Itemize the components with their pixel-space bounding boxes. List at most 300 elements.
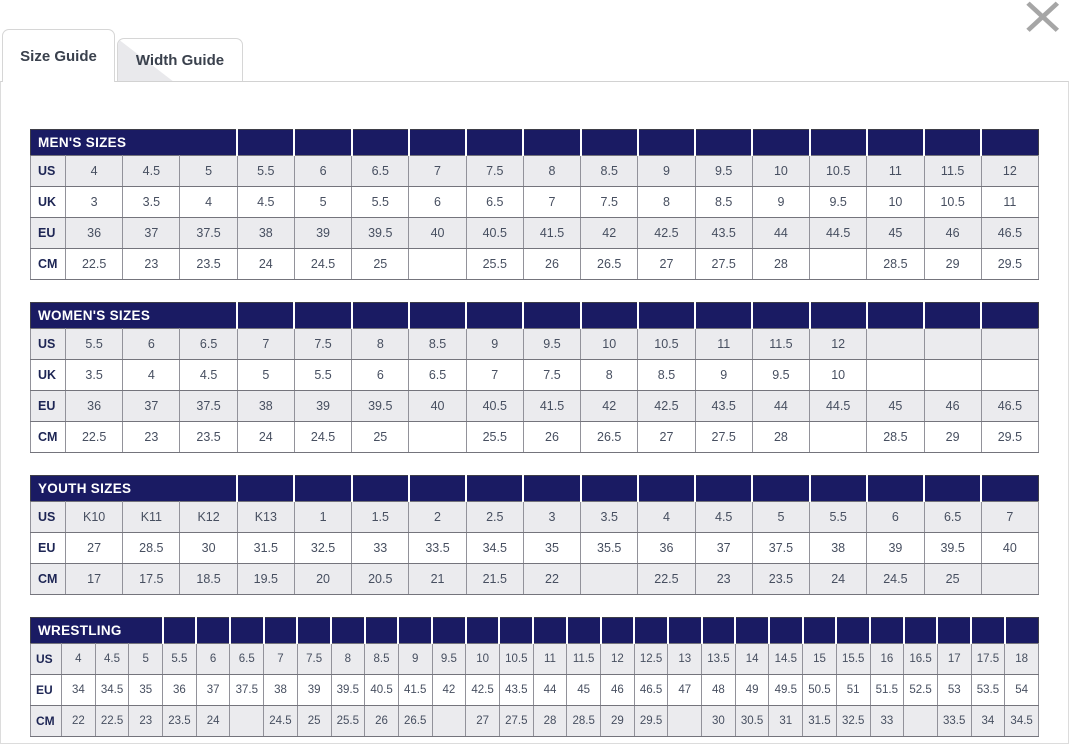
size-cell: 32.5 [836,706,870,737]
size-cell: 38 [237,218,294,249]
size-cell: 20 [294,564,351,595]
size-cell: 24.5 [294,249,351,280]
size-cell: 6.5 [466,187,523,218]
size-cell: 7.5 [523,360,580,391]
header-spacer-cell [870,618,904,644]
header-spacer-cell [581,303,638,329]
size-cell: 2.5 [466,502,523,533]
size-cell: 33 [352,533,409,564]
size-cell: 42 [432,675,466,706]
size-cell: 27 [466,706,500,737]
size-cell: 17 [937,644,971,675]
size-cell [924,360,981,391]
size-cell: 8.5 [581,156,638,187]
size-cell: 24 [810,564,867,595]
table-row [31,156,1039,187]
header-spacer-cell [409,130,466,156]
row-label: UK [31,360,66,391]
header-spacer-cell [230,618,264,644]
size-cell: 26.5 [398,706,432,737]
header-spacer-cell [352,130,409,156]
header-spacer-cell [981,476,1038,502]
header-spacer-cell [196,618,230,644]
size-cell: 41.5 [523,391,580,422]
size-cell: 45 [867,218,924,249]
size-cell: 10.5 [924,187,981,218]
size-cell: 40.5 [466,218,523,249]
size-cell: 44 [752,391,809,422]
size-cell [981,360,1038,391]
size-cell: 30 [180,533,237,564]
table-row [31,675,1039,706]
size-cell: 8 [638,187,695,218]
size-cell: 23.5 [752,564,809,595]
size-cell: 5 [129,644,163,675]
size-cell: 40 [409,218,466,249]
size-cell: 46.5 [981,391,1038,422]
size-cell [810,422,867,453]
size-cell: 44.5 [810,218,867,249]
size-cell: 25 [352,249,409,280]
size-cell: 22 [523,564,580,595]
size-cell: 38 [264,675,298,706]
size-cell: 23.5 [180,422,237,453]
tab-size-guide-label: Size Guide [20,47,97,65]
size-cell: 9 [695,360,752,391]
size-cell: 37.5 [180,391,237,422]
size-cell: 7 [523,187,580,218]
header-spacer-cell [581,130,638,156]
table-header-row [31,618,1039,644]
header-spacer-cell [409,476,466,502]
size-cell [432,706,466,737]
header-spacer-cell [601,618,635,644]
header-spacer-cell [365,618,399,644]
size-cell: 25.5 [466,422,523,453]
size-cell: K10 [66,502,123,533]
row-label: US [31,644,62,675]
size-cell: 48 [702,675,736,706]
header-spacer-cell [695,476,752,502]
size-cell: 2 [409,502,466,533]
size-cell: 11.5 [924,156,981,187]
size-cell: 23.5 [180,249,237,280]
close-button[interactable] [1018,0,1067,47]
size-cell: 12.5 [634,644,668,675]
size-cell: 24.5 [867,564,924,595]
size-cell: 40.5 [466,391,523,422]
size-cell: 6.5 [180,329,237,360]
table-row [31,502,1039,533]
size-cell: 37 [123,218,180,249]
size-cell: 11 [981,187,1038,218]
size-cell: 38 [810,533,867,564]
size-cell: 4 [66,156,123,187]
size-cell: 26 [523,422,580,453]
size-cell: 23 [123,422,180,453]
header-spacer-cell [1005,618,1039,644]
size-cell: 12 [601,644,635,675]
size-cell: 40.5 [365,675,399,706]
header-spacer-cell [331,618,365,644]
row-label: UK [31,187,66,218]
size-cell: 15.5 [836,644,870,675]
size-cell: 1.5 [352,502,409,533]
size-cell: 8.5 [695,187,752,218]
size-cell: 6.5 [352,156,409,187]
size-cell [867,329,924,360]
header-spacer-cell [735,618,769,644]
size-cell: 17.5 [123,564,180,595]
header-spacer-cell [810,130,867,156]
size-cell: 26.5 [581,249,638,280]
size-cell: 25 [297,706,331,737]
size-cell: 39.5 [924,533,981,564]
header-spacer-cell [163,618,197,644]
size-cell: 5 [294,187,351,218]
size-cell: 22.5 [638,564,695,595]
row-label: US [31,329,66,360]
size-cell: 9 [638,156,695,187]
table-row [31,422,1039,453]
size-cell: 24.5 [264,706,298,737]
size-cell: 49 [735,675,769,706]
size-cell: 33.5 [937,706,971,737]
size-cell: 5.5 [294,360,351,391]
table-row [31,706,1039,737]
size-cell: 24 [237,422,294,453]
size-cell: 9.5 [752,360,809,391]
size-cell: 43.5 [695,391,752,422]
size-cell: 47 [668,675,702,706]
header-spacer-cell [638,130,695,156]
header-spacer-cell [581,476,638,502]
size-cell: 37 [695,533,752,564]
size-cell: 4.5 [180,360,237,391]
header-spacer-cell [803,618,837,644]
size-cell: 46 [924,391,981,422]
size-cell: K12 [180,502,237,533]
size-cell: 32.5 [294,533,351,564]
header-spacer-cell [567,618,601,644]
size-cell: 37.5 [752,533,809,564]
size-cell: 6 [409,187,466,218]
size-cell: 29 [601,706,635,737]
size-cell: 41.5 [523,218,580,249]
size-cell: 36 [638,533,695,564]
size-table-youth-sizes [30,475,1039,595]
size-cell: 36 [66,391,123,422]
header-spacer-cell [867,303,924,329]
size-cell: 10 [810,360,867,391]
table-row [31,533,1039,564]
size-cell: 11 [695,329,752,360]
size-cell: 6.5 [409,360,466,391]
size-cell: 42 [581,218,638,249]
table-title: MEN'S SIZES [31,130,238,156]
size-cell [409,249,466,280]
header-spacer-cell [523,476,580,502]
size-cell: 28 [752,422,809,453]
header-spacer-cell [836,618,870,644]
header-spacer-cell [523,303,580,329]
size-cell: 18 [1005,644,1039,675]
size-cell [810,249,867,280]
header-spacer-cell [752,130,809,156]
size-cell: 10.5 [638,329,695,360]
size-cell: 12 [981,156,1038,187]
size-cell: 34.5 [466,533,523,564]
size-cell: 7.5 [297,644,331,675]
size-cell: 8 [331,644,365,675]
size-cell: 35 [523,533,580,564]
size-cell: 3 [523,502,580,533]
size-cell: 44 [533,675,567,706]
size-cell: 24.5 [294,422,351,453]
size-cell: 7 [466,360,523,391]
header-spacer-cell [695,303,752,329]
header-spacer-cell [981,303,1038,329]
size-cell [981,329,1038,360]
size-cell: 7 [981,502,1038,533]
header-spacer-cell [523,130,580,156]
size-guide-panel [0,81,1069,744]
size-cell: 11 [533,644,567,675]
header-spacer-cell [924,130,981,156]
size-cell [581,564,638,595]
size-cell: 39 [294,391,351,422]
size-cell: 11.5 [567,644,601,675]
tab-width-guide[interactable] [117,38,243,81]
size-cell: 7.5 [581,187,638,218]
size-cell: 39 [294,218,351,249]
header-spacer-cell [810,303,867,329]
size-cell: 6 [196,644,230,675]
header-spacer-cell [904,618,938,644]
table-title: WRESTLING [31,618,163,644]
size-cell: 10.5 [810,156,867,187]
size-cell: 7.5 [466,156,523,187]
size-cell: 25.5 [466,249,523,280]
row-label: EU [31,533,66,564]
size-cell: 7 [237,329,294,360]
header-spacer-cell [638,303,695,329]
size-cell: 4 [180,187,237,218]
size-cell: 43.5 [499,675,533,706]
size-cell: 7.5 [294,329,351,360]
size-cell: 28.5 [867,422,924,453]
header-spacer-cell [466,618,500,644]
size-cell: 51.5 [870,675,904,706]
size-cell: 3 [66,187,123,218]
header-spacer-cell [297,618,331,644]
header-spacer-cell [466,303,523,329]
size-cell: 18.5 [180,564,237,595]
size-cell: 29.5 [634,706,668,737]
size-cell: 20.5 [352,564,409,595]
size-cell: 4.5 [95,644,129,675]
size-cell: 22.5 [66,422,123,453]
header-spacer-cell [937,618,971,644]
size-cell: 39.5 [352,218,409,249]
size-cell: 27 [66,533,123,564]
size-cell: 51 [836,675,870,706]
size-cell: 16 [870,644,904,675]
table-title: WOMEN'S SIZES [31,303,238,329]
size-cell: 29 [924,422,981,453]
size-cell: 4 [123,360,180,391]
size-cell: 17 [66,564,123,595]
size-cell: 34.5 [95,675,129,706]
header-spacer-cell [398,618,432,644]
size-cell: 13.5 [702,644,736,675]
header-spacer-cell [237,303,294,329]
size-cell [924,329,981,360]
size-cell: 22.5 [66,249,123,280]
size-cell: 22.5 [95,706,129,737]
row-label: CM [31,564,66,595]
header-spacer-cell [810,476,867,502]
size-cell: 49.5 [769,675,803,706]
size-table-women-s-sizes [30,302,1039,453]
size-cell [904,706,938,737]
header-spacer-cell [971,618,1005,644]
size-cell: 5.5 [352,187,409,218]
size-cell: 9.5 [523,329,580,360]
size-cell [668,706,702,737]
size-cell: K13 [237,502,294,533]
header-spacer-cell [867,476,924,502]
size-cell: 29 [924,249,981,280]
header-spacer-cell [499,618,533,644]
size-cell: 4.5 [695,502,752,533]
size-cell: 16.5 [904,644,938,675]
size-cell: 33 [870,706,904,737]
size-cell: 5 [180,156,237,187]
size-cell: 31 [769,706,803,737]
size-cell: 19.5 [237,564,294,595]
size-cell: 40 [409,391,466,422]
row-label: US [31,502,66,533]
table-title: YOUTH SIZES [31,476,238,502]
header-spacer-cell [695,130,752,156]
size-cell: 9 [466,329,523,360]
size-cell: 26.5 [581,422,638,453]
size-cell [409,422,466,453]
size-cell: 24 [237,249,294,280]
size-cell: 44.5 [810,391,867,422]
size-cell: K11 [123,502,180,533]
size-cell: 28 [533,706,567,737]
size-cell: 10.5 [499,644,533,675]
size-cell: 26 [523,249,580,280]
size-cell: 28 [752,249,809,280]
size-cell: 33.5 [409,533,466,564]
size-cell: 25 [924,564,981,595]
size-cell: 9 [752,187,809,218]
header-spacer-cell [264,618,298,644]
size-cell: 34 [971,706,1005,737]
header-spacer-cell [466,476,523,502]
size-cell: 8.5 [409,329,466,360]
header-spacer-cell [981,130,1038,156]
size-cell: 5.5 [66,329,123,360]
size-cell: 4.5 [123,156,180,187]
tab-size-guide[interactable] [2,29,115,82]
size-cell: 10 [466,644,500,675]
size-cell: 23 [123,249,180,280]
size-cell [867,360,924,391]
size-cell: 44 [752,218,809,249]
size-cell: 1 [294,502,351,533]
header-spacer-cell [752,303,809,329]
size-cell: 39.5 [331,675,365,706]
size-cell: 4 [638,502,695,533]
size-cell: 21.5 [466,564,523,595]
table-row [31,391,1039,422]
close-icon: × [1018,0,1067,47]
size-cell: 35.5 [581,533,638,564]
size-cell: 23 [129,706,163,737]
header-spacer-cell [752,476,809,502]
header-spacer-cell [634,618,668,644]
header-spacer-cell [237,476,294,502]
size-cell: 28.5 [123,533,180,564]
header-spacer-cell [638,476,695,502]
size-cell: 5 [237,360,294,391]
size-tables [1,82,1068,737]
size-cell: 8 [581,360,638,391]
size-cell: 37.5 [230,675,264,706]
size-cell: 15 [803,644,837,675]
size-cell: 11.5 [752,329,809,360]
size-cell: 30 [702,706,736,737]
size-cell: 6.5 [230,644,264,675]
table-row [31,249,1039,280]
size-cell: 5 [752,502,809,533]
size-cell: 7 [264,644,298,675]
size-cell: 42.5 [638,218,695,249]
size-cell: 36 [163,675,197,706]
size-cell: 6 [867,502,924,533]
row-label: EU [31,675,62,706]
size-cell: 35 [129,675,163,706]
size-cell: 41.5 [398,675,432,706]
size-cell: 14 [735,644,769,675]
size-cell: 34.5 [1005,706,1039,737]
size-cell: 9.5 [695,156,752,187]
size-cell: 39 [867,533,924,564]
table-header-row [31,476,1039,502]
size-cell: 31.5 [803,706,837,737]
size-cell: 34 [62,675,96,706]
size-cell: 21 [409,564,466,595]
row-label: CM [31,249,66,280]
size-cell: 13 [668,644,702,675]
size-cell: 25 [352,422,409,453]
header-spacer-cell [668,618,702,644]
size-cell: 42.5 [638,391,695,422]
size-cell: 14.5 [769,644,803,675]
size-cell: 53.5 [971,675,1005,706]
size-cell: 17.5 [971,644,1005,675]
size-cell: 50.5 [803,675,837,706]
size-cell [230,706,264,737]
size-cell: 10 [867,187,924,218]
size-cell: 5.5 [237,156,294,187]
header-spacer-cell [409,303,466,329]
size-cell: 40 [981,533,1038,564]
